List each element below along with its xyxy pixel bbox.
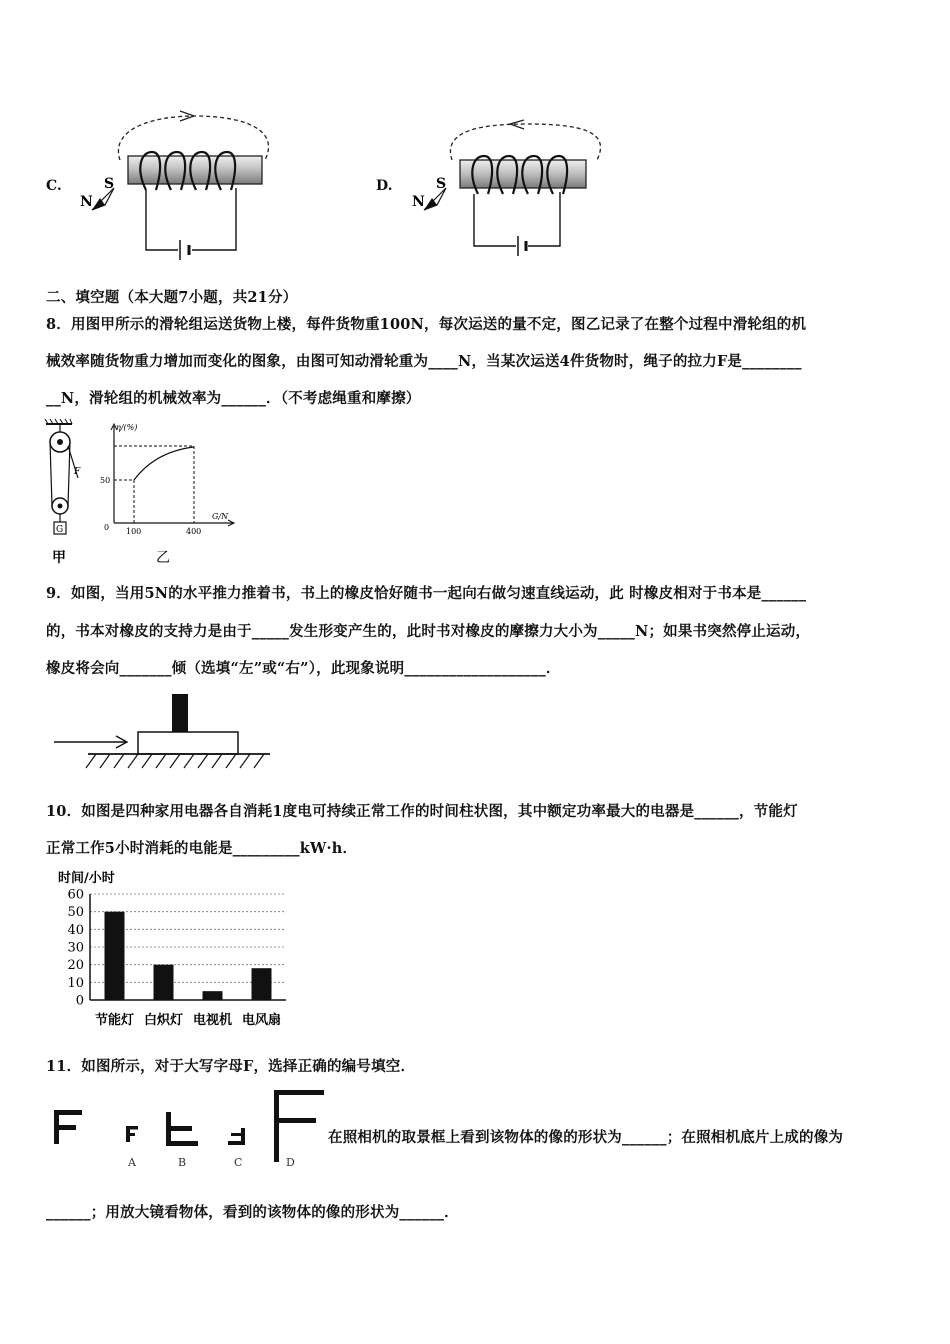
y-tick-label: 40: [67, 922, 84, 938]
compass-s-label: S: [436, 176, 447, 192]
goods-g-label: G: [56, 525, 64, 535]
q8-line-2: 械效率随货物重力增加而变化的图象，由图可知动滑轮重为____N，当某次运送4件货物时，绳子的拉力F是________: [46, 353, 802, 370]
option-d-image: [274, 1090, 324, 1162]
tick-100: 100: [126, 527, 142, 536]
q11-line-3: ______；用放大镜看物体，看到的该物体的像的形状为______．: [46, 1204, 459, 1221]
category-label: 白炽灯: [143, 1013, 184, 1028]
q11-line-1: 11．如图所示，对于大写字母F，选择正确的编号填空．: [46, 1058, 416, 1075]
q8-line-3: __N，滑轮组的机械效率为______．（不考虑绳重和摩擦）: [46, 390, 421, 407]
efficiency-curve: [134, 447, 194, 480]
g-axis-label: G/N: [212, 512, 229, 521]
eta-axis-label: η/(%): [116, 423, 138, 432]
compass-s-label: S: [104, 176, 115, 192]
circuit-wire: [474, 194, 516, 246]
y-tick-label: 30: [67, 940, 84, 956]
y-tick-label: 10: [67, 975, 84, 991]
category-label: 节能灯: [94, 1013, 135, 1028]
force-f-label: F: [74, 467, 81, 477]
q11-line-2: 在照相机的取景框上看到该物体的像的形状为______；在照相机底片上成的像为: [328, 1129, 844, 1146]
label-c: C: [234, 1156, 243, 1169]
field-loop: [118, 116, 268, 160]
tick-50: 50: [100, 476, 111, 485]
category-label: 电视机: [192, 1013, 233, 1028]
y-tick-label: 0: [75, 993, 84, 1009]
fig-yi-label: 乙: [156, 550, 170, 566]
option-b-image: [166, 1112, 198, 1146]
label-a: A: [128, 1156, 136, 1169]
chart-title: 时间/小时: [58, 871, 115, 886]
field-loop: [450, 124, 600, 160]
bar-1: [154, 965, 174, 1000]
q10-bar-chart: [52, 866, 302, 1032]
option-d-label: D.: [376, 178, 393, 194]
compass-n-label: N: [412, 194, 425, 210]
bar-0: [105, 912, 125, 1000]
q10-line-2: 正常工作5小时消耗的电能是_________kW·h．: [46, 840, 358, 857]
label-b: B: [178, 1156, 187, 1169]
option-a-image: [126, 1126, 138, 1142]
q9-figure: [52, 690, 274, 774]
option-c-label: C.: [46, 178, 62, 194]
option-c-image: [228, 1128, 245, 1145]
category-label: 电风扇: [241, 1013, 282, 1028]
tick-400: 400: [186, 527, 202, 536]
efficiency-graph: [111, 424, 234, 526]
y-tick-label: 20: [67, 958, 84, 974]
q9-line-1: 9．如图，当用5N的水平推力推着书，书上的橡皮恰好随书一起向右做匀速直线运动，此 时橡皮相对于书本是______: [46, 585, 807, 602]
y-tick-label: 60: [67, 887, 84, 903]
book: [138, 732, 238, 754]
q11-letter-figure: [48, 1088, 330, 1174]
q8-line-1: 8．用图甲所示的滑轮组运送货物上楼，每件货物重100N，每次运送的量不定，图乙记录了在整个过程中滑轮组的机: [46, 316, 807, 333]
option-c-diagram: [70, 110, 300, 260]
bar-2: [203, 991, 223, 1000]
q10-line-1: 10．如图是四种家用电器各自消耗1度电可持续正常工作的时间柱状图，其中额定功率最大的电器是______，节能灯: [46, 803, 798, 820]
letter-f-original: [54, 1110, 82, 1144]
solenoid-core: [128, 156, 262, 184]
q8-figure: [44, 418, 244, 568]
tick-0: 0: [104, 523, 110, 532]
eraser: [172, 694, 188, 732]
bar-3: [252, 968, 272, 1000]
option-d-diagram: [402, 110, 632, 260]
label-d: D: [286, 1156, 295, 1169]
compass-n-label: N: [80, 194, 93, 210]
circuit-wire: [146, 190, 178, 250]
y-tick-label: 50: [67, 905, 84, 921]
fig-jia-label: 甲: [52, 550, 66, 566]
section-title: 二、填空题（本大题7小题，共21分）: [46, 289, 298, 306]
q9-line-3: 橡皮将会向_______倾（选填“左”或“右”），此现象说明___________________．: [46, 660, 561, 677]
q9-line-2: 的，书本对橡皮的支持力是由于_____发生形变产生的，此时书对橡皮的摩擦力大小为_____N；如果书突然停止运动，: [46, 623, 811, 640]
